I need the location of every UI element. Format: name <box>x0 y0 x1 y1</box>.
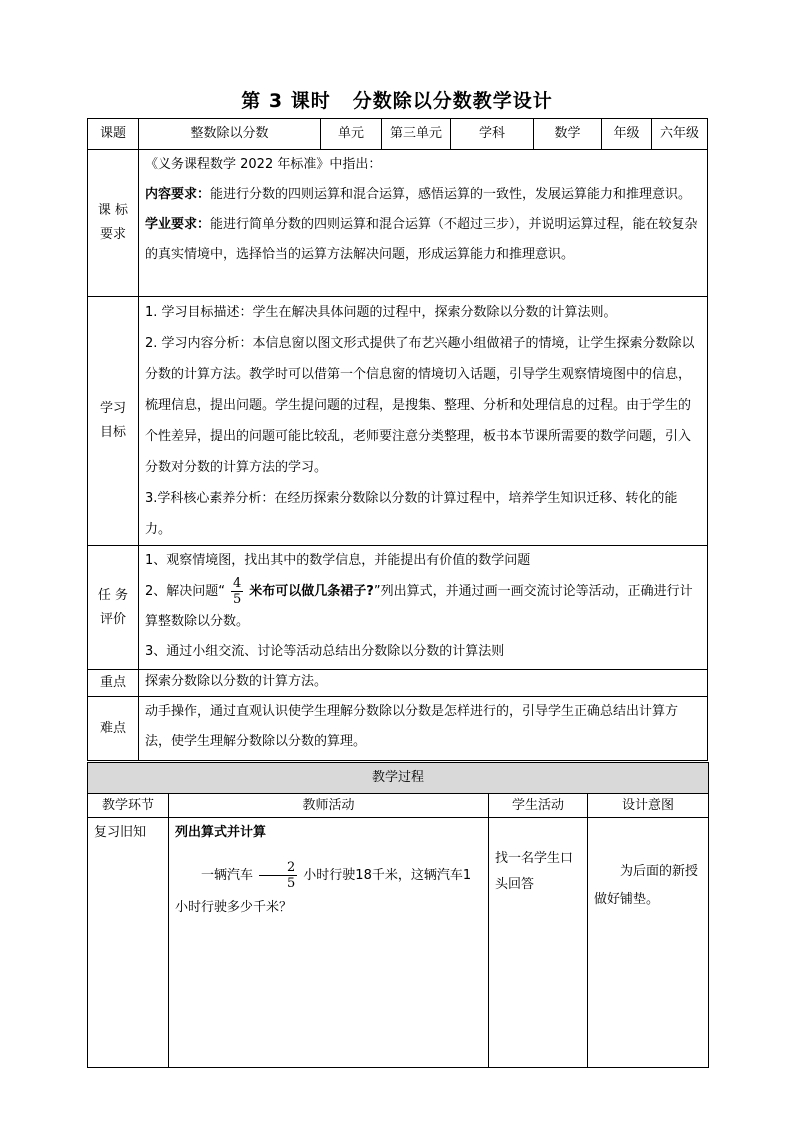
header-row <box>88 119 708 150</box>
goals-row <box>88 297 708 546</box>
goal-item-1: 1. 学习目标描述：学生在解决具体问题的过程中，探索分数除以分数的计算法则。 <box>145 305 617 320</box>
column-header-intent: 设计意图 <box>588 794 709 818</box>
stage-cell: 复习旧知 <box>88 818 169 1068</box>
standards-intro: 《义务课程数学 2022 年标准》中指出： <box>145 157 382 172</box>
difficulty-label: 难点 <box>88 697 139 761</box>
page-title <box>0 86 794 113</box>
goal-item-2: 2. 学习内容分析：本信息窗以图文形式提供了布艺兴趣小组做裙子的情境，让学生探索分数除以分数的计算方法。教学时可以借第一个信息窗的情境切入话题，引导学生观察情境图中的信息，梳理信息，提出问题。学生提问题的过程，是搜集、整理、分析和处理信息的过程。由于学生的个性差异，提出的问题可能比较乱，老师要注意分类整理，板书本节课所需要的数学问题，引入分数对分数的计算方法的学习。 <box>145 336 695 475</box>
standards-row <box>88 150 708 297</box>
difficulty-row <box>88 697 708 761</box>
academic-requirement: 学业要求：能进行简单分数的四则运算和混合运算（不超过三步），并说明运算过程，能在较复杂的真实情境中，选择恰当的运算方法解决问题，形成运算能力和推理意识。 <box>145 217 698 262</box>
subject-label: 学科 <box>451 119 534 150</box>
task-item-1: 1、观察情境图，找出其中的数学信息，并能提出有价值的数学问题 <box>145 553 531 568</box>
key-point-label: 重点 <box>88 670 139 697</box>
teacher-cell <box>169 818 489 1068</box>
topic-label: 课题 <box>88 119 139 150</box>
task-content <box>139 546 708 670</box>
goal-item-3: 3.学科核心素养分析：在经历探索分数除以分数的计算过程中，培养学生知识迁移、转化的能力。 <box>145 491 678 537</box>
content-requirement: 内容要求：能进行分数的四则运算和混合运算，感悟运算的一致性，发展运算能力和推理意识。 <box>145 187 692 202</box>
intent-cell: 为后面的新授做好铺垫。 <box>588 818 709 1068</box>
goals-label: 学习 目标 <box>88 297 139 546</box>
teacher-task-title: 列出算式并计算 <box>175 825 267 840</box>
unit-value: 第三单元 <box>382 119 451 150</box>
key-point-text: 探索分数除以分数的计算方法。 <box>139 670 708 697</box>
teacher-question: 一辆汽车 $\frac{2}{5}$ 小时行驶18千米，这辆汽车1小时行驶多少千米？ <box>175 860 472 915</box>
column-header-teacher: 教师活动 <box>169 794 489 818</box>
column-header-stage: 教学环节 <box>88 794 169 818</box>
key-point-row <box>88 670 708 697</box>
table-row <box>88 818 709 1068</box>
grade-label: 年级 <box>602 119 652 150</box>
student-cell: 找一名学生口头回答 <box>489 818 588 1068</box>
task-item-2: 2、解决问题“ $\frac{4}{5}$ 米布可以做几条裙子?”列出算式，并通过画一画交流讨论等活动，正确进行计算整数除以分数。 <box>145 576 693 629</box>
topic-value: 整数除以分数 <box>139 119 321 150</box>
grade-value: 六年级 <box>652 119 708 150</box>
task-label: 任 务 评价 <box>88 546 139 670</box>
process-header-row <box>88 794 709 818</box>
lesson-number: 第 3 课时 <box>241 90 331 112</box>
standards-label: 课 标 要求 <box>88 150 139 297</box>
process-section-title: 教学过程 <box>88 763 709 794</box>
subject-value: 数学 <box>534 119 602 150</box>
lesson-info-table <box>87 118 708 761</box>
lesson-topic: 分数除以分数教学设计 <box>352 90 553 112</box>
column-header-student: 学生活动 <box>489 794 588 818</box>
task-row <box>88 546 708 670</box>
process-section-row <box>88 763 709 794</box>
standards-content <box>139 150 708 297</box>
task-item-3: 3、通过小组交流、讨论等活动总结出分数除以分数的计算法则 <box>145 644 505 659</box>
unit-label: 单元 <box>321 119 382 150</box>
goals-content <box>139 297 708 546</box>
fraction: $\frac{2}{5}$ <box>259 860 297 891</box>
teaching-process-table <box>87 762 709 1068</box>
difficulty-text: 动手操作，通过直观认识使学生理解分数除以分数是怎样进行的，引导学生正确总结出计算方法，使学生理解分数除以分数的算理。 <box>139 697 708 761</box>
fraction: $\frac{4}{5}$ <box>233 576 242 607</box>
